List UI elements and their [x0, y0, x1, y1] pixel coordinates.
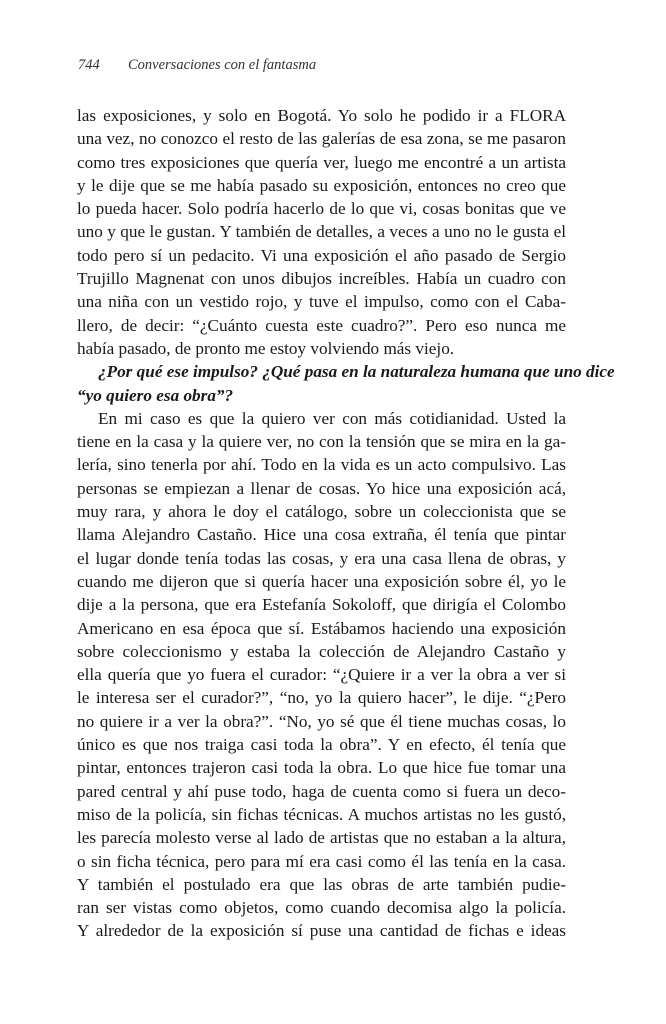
text-line: Trujillo Magnenat con unos dibujos increíbles. Había un cuadro con [77, 269, 566, 289]
text-line: lería, sino tenerla por ahí. Todo en la vida es un acto compulsivo. Las [77, 455, 566, 475]
text-line: pared central y ahí puse todo, haga de cuenta como si fuera un deco- [77, 781, 566, 801]
text-line: les parecía molesto verse al lado de artistas que no estaban a la altura, [77, 828, 566, 848]
text-line: todo pero sí un pedacito. Vi una exposición el año pasado de Sergio [77, 245, 566, 265]
text-line: las exposiciones, y solo en Bogotá. Yo solo he podido ir a FLORA [77, 106, 566, 125]
page-number: 744 [78, 57, 100, 73]
text-line: ella quería que yo fuera el curador: “¿Quiere ir a ver la obra a ver si [77, 665, 566, 685]
text-line: o sin ficha técnica, pero para mí era casi como él las tenía en la casa. [77, 851, 566, 871]
text-line: uno y que le gustan. Y también de detalles, a veces a uno no le gusta el [77, 222, 566, 242]
text-line: había pasado, de pronto me estoy volviendo más viejo. [77, 338, 455, 358]
text-line: ran ser vistas como objetos, como cuando decomisa algo la policía. [77, 898, 566, 918]
text-line: dije a la persona, que era Estefanía Sokoloff, que dirigía el Colombo [77, 595, 566, 615]
text-line: En mi caso es que la quiero ver con más cotidianidad. Usted la [98, 408, 566, 428]
text-line: pintar, entonces trajeron casi toda la obra. Lo que hice fue tomar una [77, 758, 566, 778]
interview-question-line: “yo quiero esa obra”? [77, 385, 234, 405]
interview-question-line: ¿Por qué ese impulso? ¿Qué pasa en la naturaleza humana que uno dice [98, 362, 615, 382]
text-line: tiene en la casa y la quiere ver, no con la tensión que se mira en la ga- [77, 432, 566, 452]
text-line: una vez, no conozco el resto de las galerías de esa zona, se me pasaron [77, 129, 566, 149]
running-title: Conversaciones con el fantasma [128, 57, 317, 73]
text-line: una niña con un vestido rojo, y tuve el impulso, como con el Caba- [77, 292, 566, 312]
text-line: personas se empiezan a llenar de cosas. Yo hice una exposición acá, [77, 478, 566, 498]
text-line: no quiere ir a ver la obra?”. “No, yo sé que él tiene muchas cosas, lo [77, 711, 566, 731]
text-line: sobre coleccionismo y estaba la colección de Alejandro Castaño y [77, 641, 566, 661]
text-line: único es que nos traiga casi toda la obra”. Y en efecto, él tenía que [77, 735, 566, 755]
text-line: lo pueda hacer. Solo podría hacerlo de lo que vi, cosas bonitas que ve [77, 199, 566, 219]
text-line: llero, de decir: “¿Cuánto cuesta este cuadro?”. Pero eso nunca me [77, 315, 566, 335]
text-line: como tres exposiciones que quería ver, luego me encontré a un artista [77, 152, 566, 172]
text-line: el lugar donde tenía todas las cosas, y era una casa llena de obras, y [77, 548, 566, 568]
text-line: y le dije que se me había pasado su exposición, entonces no creo que [77, 175, 566, 195]
text-line: Y alrededor de la exposición sí puse una cantidad de fichas e ideas [77, 921, 566, 941]
text-line: llama Alejandro Castaño. Hice una cosa extraña, él tenía que pintar [77, 525, 566, 545]
running-header [78, 57, 316, 74]
text-line: le interesa ser el curador?”, “no, yo la quiero hacer”, le dije. “¿Pero [77, 688, 566, 708]
text-line: Americano en esa época que sí. Estábamos haciendo una exposición [77, 618, 566, 638]
text-line: Y también el postulado era que las obras de arte también pudie- [77, 874, 566, 894]
body-text [77, 104, 615, 943]
text-line: miso de la policía, sin fichas técnicas. A muchos artistas no les gustó, [77, 804, 566, 824]
text-line: muy rara, y ahora le doy el catálogo, sobre un coleccionista que se [77, 502, 566, 522]
text-line: cuando me dijeron que si quería hacer una exposición sobre él, yo le [77, 571, 566, 591]
